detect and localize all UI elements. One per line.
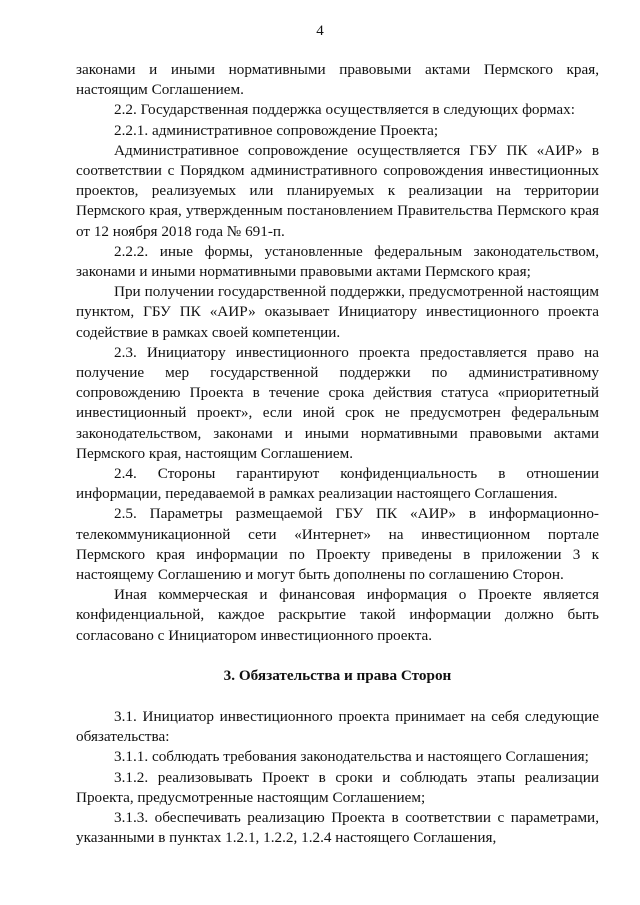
document-body [76, 60, 599, 848]
paragraph-confidential-info: Иная коммерческая и финансовая информация о Проекте является конфиденциальной, каждое раскрытие такой информации должно быть согласовано с Инициатором инвестиционного проекта. [76, 586, 599, 644]
paragraph-support-assistance: При получении государственной поддержки, предусмотренной настоящим пунктом, ГБУ ПК «АИР» оказывает Инициатору инвестиционного проекта содействие в рамках своей компетенции. [76, 283, 599, 341]
paragraph-admin-support: Административное сопровождение осуществляется ГБУ ПК «АИР» в соответствии с Порядком административного сопровождения инвестиционных проектов, реализуемых или планируемых к реализации на территории Пермского края, утвержденным постановлением Правительства Пермского края от 12 ноября 2018 года № 691-п. [76, 141, 599, 240]
page-number: 4 [316, 23, 324, 39]
section-heading: 3. Обязательства и права Сторон [223, 666, 452, 684]
paragraph-3-1-2: 3.1.2. реализовывать Проект в сроки и соблюдать этапы реализации Проекта, предусмотренные настоящим Соглашением; [76, 768, 599, 806]
paragraph-3-1-3: 3.1.3. обеспечивать реализацию Проекта в соответствии с параметрами, указанными в пунктах 1.2.1, 1.2.2, 1.2.4 настоящего Соглашения, [76, 808, 599, 847]
paragraph-3-1-1: 3.1.1. соблюдать требования законодательства и настоящего Соглашения; [114, 748, 589, 766]
paragraph-2-3: 2.3. Инициатору инвестиционного проекта предоставляется право на получение мер государственной поддержки по административному сопровождению Проекта в течение срока действия статуса «приоритетный инвестиционный проект», если иной срок не предусмотрен федеральным законодательством, законами и иными нормативными правовыми актами Пермского края, настоящим Соглашением. [76, 343, 599, 462]
paragraph-2-4: 2.4. Стороны гарантируют конфиденциальность в отношении информации, передаваемой в рамках реализации настоящего Соглашения. [76, 465, 599, 503]
paragraph-continuation: законами и иными нормативными правовыми актами Пермского края, настоящим Соглашением. [76, 61, 599, 99]
paragraph-2-2: 2.2. Государственная поддержка осуществляется в следующих формах: [114, 101, 575, 119]
paragraph-3-1: 3.1. Инициатор инвестиционного проекта принимает на себя следующие обязательства: [76, 707, 599, 746]
paragraph-2-5: 2.5. Параметры размещаемой ГБУ ПК «АИР» в информационно-телекоммуникационной сети «Интернет» на инвестиционном портале Пермского края информации по Проекту приведены в приложении 3 к настоящему Соглашению и могут быть дополнены по соглашению Сторон. [76, 505, 599, 584]
paragraph-2-2-2: 2.2.2. иные формы, установленные федеральным законодательством, законами и иными нормативными правовыми актами Пермского края; [76, 242, 599, 281]
paragraph-2-2-1: 2.2.1. административное сопровождение Проекта; [114, 121, 439, 139]
